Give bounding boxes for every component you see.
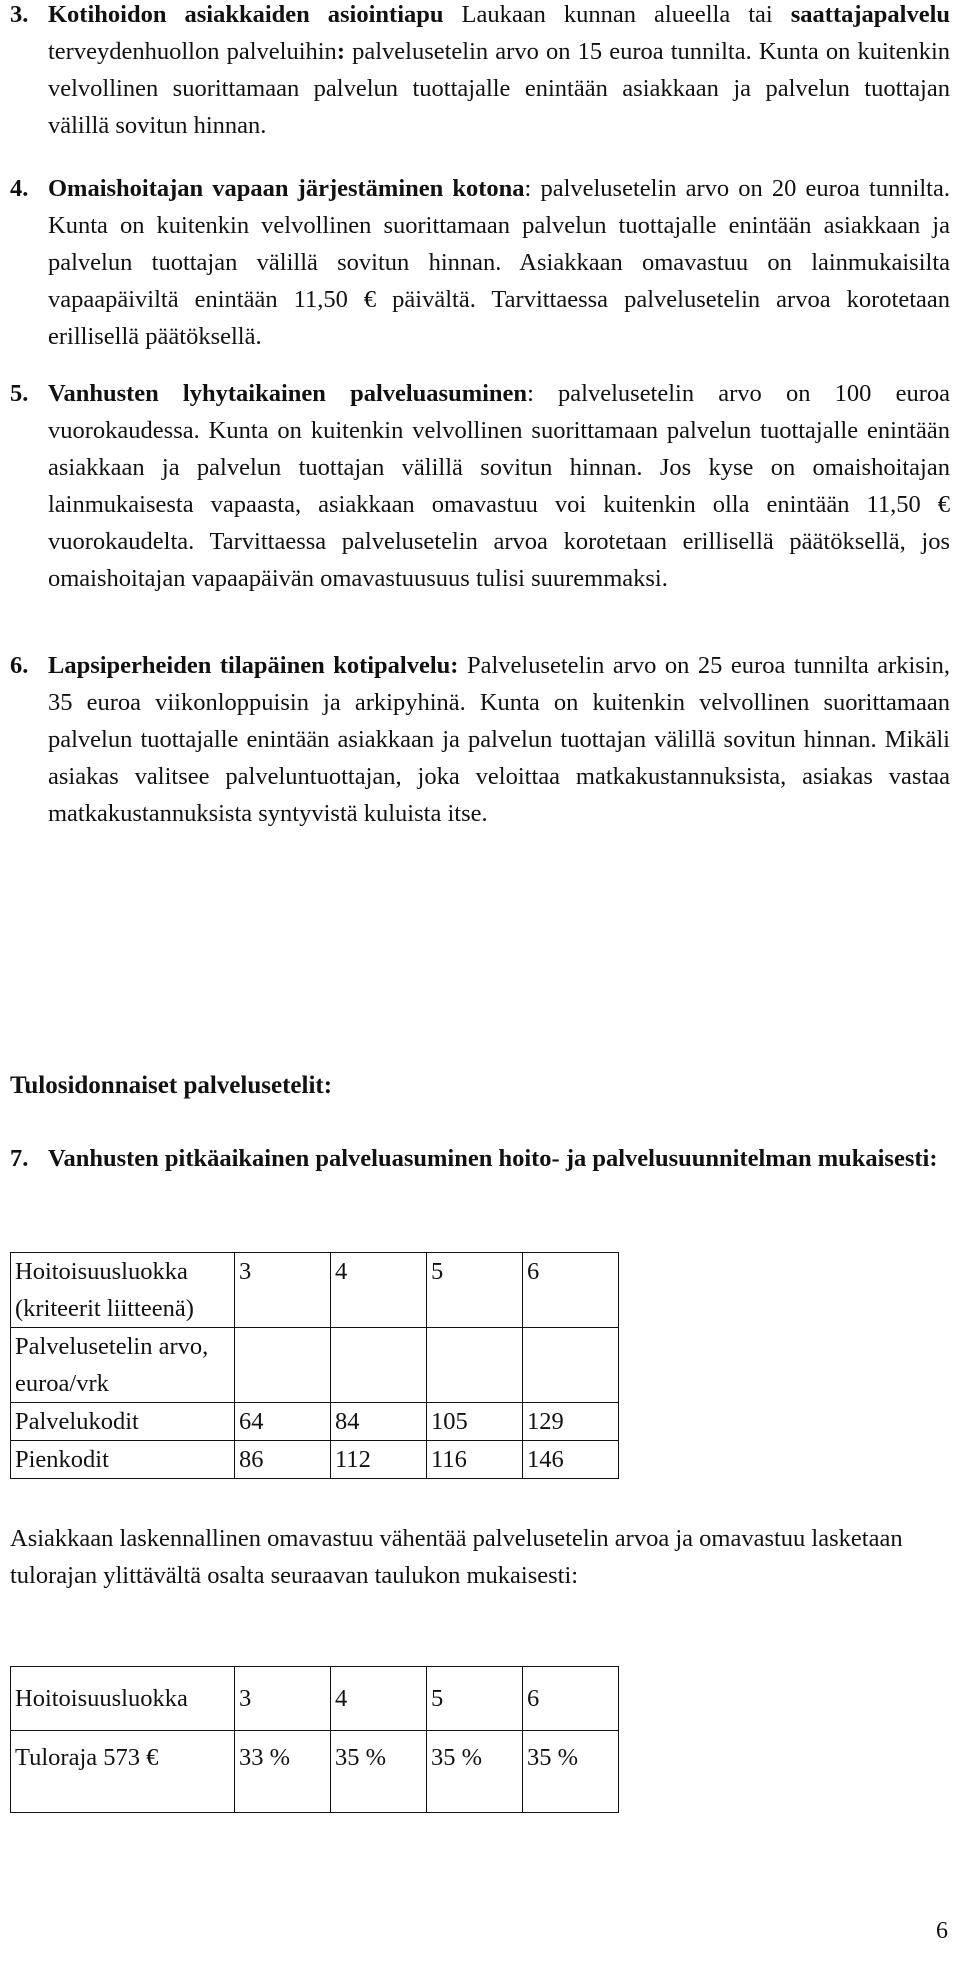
item-title: Vanhusten lyhytaikainen palveluasuminen <box>48 380 528 407</box>
table-row <box>11 1667 619 1731</box>
item-number: 3. <box>10 1 29 28</box>
table-row <box>11 1441 619 1479</box>
table-cell: 33 % <box>235 1731 331 1813</box>
table-cell: 129 <box>523 1403 619 1441</box>
table-cell: 6 <box>523 1253 619 1328</box>
table-cell: 4 <box>331 1253 427 1328</box>
item-body <box>10 1140 950 1177</box>
item-number: 5. <box>10 380 29 407</box>
item-5 <box>10 375 950 597</box>
item-text-2: terveydenhuollon palveluihin <box>48 38 337 65</box>
table-cell: 112 <box>331 1441 427 1479</box>
table-cell <box>427 1328 523 1403</box>
item-body <box>10 375 950 597</box>
item-title: Kotihoidon asiakkaiden asiointiapu <box>48 1 444 28</box>
item-title: Vanhusten pitkäaikainen palveluasuminen hoito- ja palvelusuunnitelman mukaisesti: <box>48 1145 938 1172</box>
note-paragraph: Asiakkaan laskennallinen omavastuu vähentää palvelusetelin arvoa ja omavastuu lasketaan tulorajan ylittävältä osalta seuraavan taulukon mukaisesti: <box>10 1525 903 1589</box>
table-cell: 86 <box>235 1441 331 1479</box>
item-title: Omaishoitajan vapaan järjestäminen kotona <box>48 175 525 202</box>
item-colon: : <box>336 38 345 65</box>
item-3 <box>10 0 950 144</box>
table-cell: 35 % <box>331 1731 427 1813</box>
table-cell: 5 <box>427 1667 523 1731</box>
table-cell: Tuloraja 573 € <box>11 1731 235 1813</box>
table-cell: 84 <box>331 1403 427 1441</box>
table-cell: 5 <box>427 1253 523 1328</box>
table-cell: Palvelusetelin arvo, euroa/vrk <box>11 1328 235 1403</box>
table-cell: Pienkodit <box>11 1441 235 1479</box>
table-cell: 146 <box>523 1441 619 1479</box>
table-row <box>11 1328 619 1403</box>
item-title: Lapsiperheiden tilapäinen kotipalvelu: <box>48 652 459 679</box>
item-text-3: palvelusetelin arvo on 15 euroa tunnilta. Kunta on kuitenkin velvollinen suorittamaan palvelun tuottajalle enintään asiakkaan ja palvelun tuottajan välillä sovitun hinnan. <box>48 38 950 139</box>
item-body <box>10 170 950 355</box>
table-cell: 116 <box>427 1441 523 1479</box>
table-cell <box>331 1328 427 1403</box>
table-cell: 4 <box>331 1667 427 1731</box>
item-text: : palvelusetelin arvo on 20 euroa tunnilta. Kunta on kuitenkin velvollinen suorittamaan palvelun tuottajalle enintään asiakkaan ja palvelun tuottajan välillä sovitun hinnan. Asiakkaan omavastuu on lainmukaisilta vapaapäiviltä enintään 11,50 € päivältä. Tarvittaessa palvelusetelin arvoa korotetaan erillisellä päätöksellä. <box>48 175 950 350</box>
item-text: Laukaan kunnan alueella tai <box>443 1 791 28</box>
table-cell: 105 <box>427 1403 523 1441</box>
table-cell <box>523 1328 619 1403</box>
table-cell: 35 % <box>523 1731 619 1813</box>
table-cell: 64 <box>235 1403 331 1441</box>
table-cell: 6 <box>523 1667 619 1731</box>
page-number: 6 <box>936 1918 948 1944</box>
table-row <box>11 1731 619 1813</box>
table-cell: 3 <box>235 1667 331 1731</box>
table-cell <box>235 1328 331 1403</box>
table-row <box>11 1253 619 1328</box>
item-text: : palvelusetelin arvo on 100 euroa vuorokaudessa. Kunta on kuitenkin velvollinen suorittamaan palvelun tuottajalle enintään asiakkaan ja palvelun tuottajan välillä sovitun hinnan. Jos kyse on omaishoitajan lainmukaisesta vapaasta, asiakkaan omavastuu voi kuitenkin olla enintään 11,50 € vuorokaudelta. Tarvittaessa palvelusetelin arvoa korotetaan erillisellä päätöksellä, jos omaishoitajan vapaapäivän omavastuusuus tulisi suuremmaksi. <box>48 380 950 592</box>
table-cell: Palvelukodit <box>11 1403 235 1441</box>
item-text: Palvelusetelin arvo on 25 euroa tunnilta arkisin, 35 euroa viikonloppuisin ja arkipyhinä. Kunta on kuitenkin velvollinen suorittamaan palvelun tuottajalle enintään asiakkaan ja palvelun tuottajan välillä sovitun hinnan. Mikäli asiakas valitsee palveluntuottajan, joka veloittaa matkakustannuksista, asiakas vastaa matkakustannuksista syntyvistä kuluista itse. <box>48 652 951 827</box>
item-body <box>10 0 950 144</box>
table-row <box>11 1403 619 1441</box>
service-voucher-table <box>10 1252 619 1479</box>
item-body <box>10 647 950 832</box>
table-cell: 35 % <box>427 1731 523 1813</box>
section-heading: Tulosidonnaiset palvelusetelit: <box>10 1072 333 1099</box>
item-4 <box>10 170 950 355</box>
item-6 <box>10 647 950 832</box>
item-7 <box>10 1140 950 1177</box>
table-cell: Hoitoisuusluokka <box>11 1667 235 1731</box>
income-limit-table <box>10 1666 619 1813</box>
table-cell: Hoitoisuusluokka (kriteerit liitteenä) <box>11 1253 235 1328</box>
item-number: 6. <box>10 652 29 679</box>
item-title-2: saattajapalvelu <box>790 1 950 28</box>
table-cell: 3 <box>235 1253 331 1328</box>
item-number: 4. <box>10 175 29 202</box>
item-number: 7. <box>10 1145 29 1172</box>
